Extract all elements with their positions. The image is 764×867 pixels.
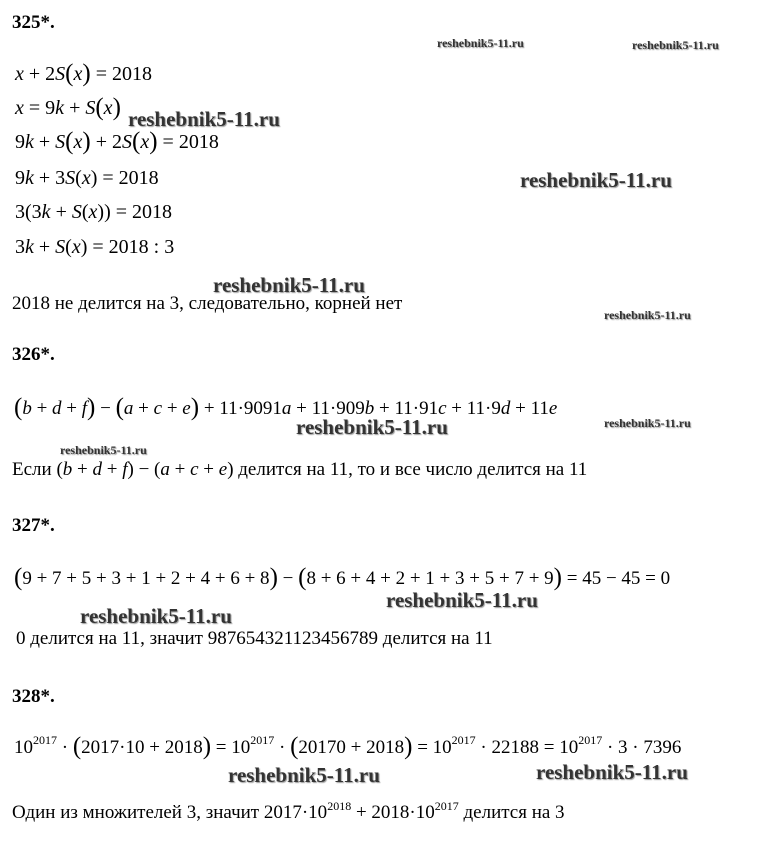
problem-327-conclusion bbox=[16, 628, 493, 650]
problem-327-conclusion-after: делится на 11 bbox=[382, 628, 493, 649]
watermark-label: reshebnik5-11.ru bbox=[128, 107, 280, 131]
watermark-label: reshebnik5-11.ru bbox=[632, 38, 719, 52]
problem-328-conclusion-after: делится на 3 bbox=[463, 802, 565, 823]
watermark-label: reshebnik5-11.ru bbox=[213, 273, 365, 297]
watermark-label: reshebnik5-11.ru bbox=[296, 415, 448, 439]
problem-325-line-4: 9k + 3S(x) = 2018 bbox=[15, 167, 159, 189]
problem-326-expression: (b + d + f) − (a + c + e) + 11·9091a + 11·909b + 11·91c + 11·9d + 11e bbox=[14, 394, 558, 421]
problem-325-line-1: x + 2S(x) = 2018 bbox=[15, 60, 152, 87]
problem-326-conclusion-before: Если bbox=[12, 459, 52, 480]
problem-327-expression: (9 + 7 + 5 + 3 + 1 + 2 + 4 + 6 + 8) − (8 + 6 + 4 + 2 + 1 + 3 + 5 + 7 + 9) = 45 − 45 = 0 bbox=[14, 564, 671, 591]
watermark-label: reshebnik5-11.ru bbox=[80, 604, 232, 628]
problem-326-conclusion bbox=[12, 459, 587, 481]
watermark-label: reshebnik5-11.ru bbox=[60, 443, 147, 457]
problem-326-heading: 326*. bbox=[12, 344, 55, 365]
problem-326-conclusion-after: делится на 11, то и все число делится на 11 bbox=[238, 459, 588, 480]
problem-325-line-6: 3k + S(x) = 2018 : 3 bbox=[15, 236, 175, 258]
problem-328-expression: $10^{2017} \cdot (2017\cdot 10 + 2018) = 10^{2017} \cdot (20170 + 2018) = 10^{2017} \cdot 22188 = 10^{2017} \cdot 3 \cdot 7396$ bbox=[14, 733, 682, 760]
problem-327-conclusion-number: 987654321123456789 bbox=[207, 628, 379, 649]
problem-328-conclusion bbox=[12, 799, 565, 824]
problem-325-line-3: 9k + S(x) + 2S(x) = 2018 bbox=[15, 128, 219, 155]
watermark-label: reshebnik5-11.ru bbox=[520, 168, 672, 192]
watermark-label: reshebnik5-11.ru bbox=[604, 308, 691, 322]
watermark-label: reshebnik5-11.ru bbox=[437, 36, 524, 50]
problem-328-conclusion-expr: $2017\cdot 10^{2018} + 2018\cdot 10^{2017}$ bbox=[263, 799, 459, 823]
problem-325-line-5: 3(3k + S(x)) = 2018 bbox=[15, 201, 173, 223]
problem-328-conclusion-before: Один из множителей 3, значит bbox=[12, 802, 260, 823]
problem-325-line-2: x = 9k + S(x) bbox=[15, 94, 121, 121]
problem-326-conclusion-expr: (b + d + f) − (a + c + e) bbox=[56, 459, 234, 480]
problem-327-conclusion-before: 0 делится на 11, значит bbox=[16, 628, 203, 649]
problem-325-conclusion: 2018 не делится на 3, следовательно, корней нет bbox=[12, 293, 403, 314]
problem-328-heading: 328*. bbox=[12, 686, 55, 707]
watermark-label: reshebnik5-11.ru bbox=[536, 760, 688, 784]
problem-325-heading: 325*. bbox=[12, 12, 55, 33]
watermark-label: reshebnik5-11.ru bbox=[228, 763, 380, 787]
watermark-label: reshebnik5-11.ru bbox=[604, 416, 691, 430]
problem-327-heading: 327*. bbox=[12, 515, 55, 536]
watermark-label: reshebnik5-11.ru bbox=[386, 588, 538, 612]
